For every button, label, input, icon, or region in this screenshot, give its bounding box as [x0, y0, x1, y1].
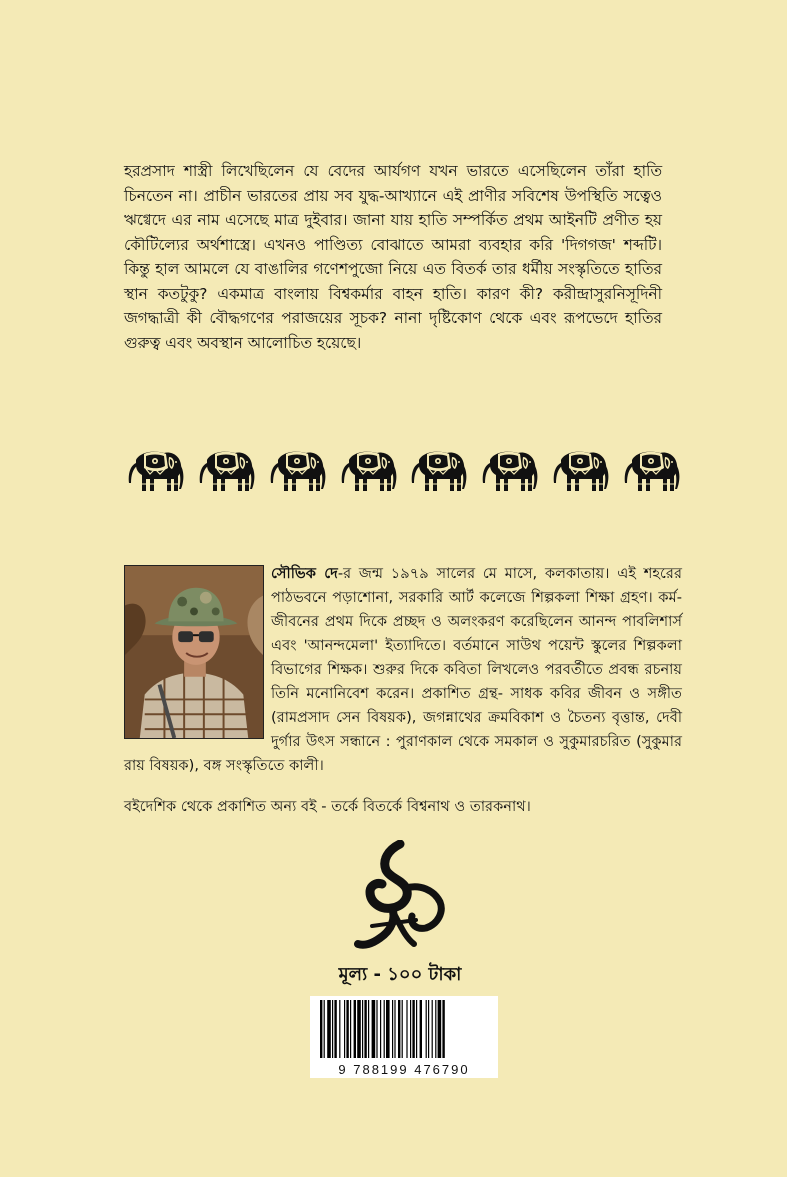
barcode-bar [432, 1000, 433, 1058]
price-label: মূল্য - ১০০ টাকা [338, 964, 462, 985]
elephant-ornament-row [124, 448, 680, 494]
barcode-bar [442, 1000, 444, 1058]
elephant-icon [549, 448, 609, 494]
barcode-bar [357, 1000, 361, 1058]
barcode-bar [402, 1000, 403, 1058]
elephant-icon [620, 448, 680, 494]
barcode-bar [364, 1000, 366, 1058]
barcode-bar [339, 1000, 340, 1058]
barcode-bar [380, 1000, 381, 1058]
barcode-bar [398, 1000, 400, 1058]
barcode-bar [392, 1000, 393, 1058]
barcode-bar [426, 1000, 427, 1058]
author-bio [124, 562, 682, 778]
barcode-bar [368, 1000, 369, 1058]
other-books-note: বইদেশিক থেকে প্রকাশিত অন্য বই - তর্কে বিতর্কে বিশ্বনাথ ও তারকনাথ। [124, 798, 531, 815]
barcode-bar [332, 1000, 333, 1058]
barcode-bar [412, 1000, 414, 1058]
barcode-bar [346, 1000, 348, 1058]
barcode-bar [350, 1000, 351, 1058]
barcode-bar [438, 1000, 442, 1058]
elephant-icon [266, 448, 326, 494]
barcode-bar [354, 1000, 356, 1058]
barcode-bar [320, 1000, 322, 1058]
author-name: সৌভিক দে [271, 565, 338, 582]
elephant-icon [124, 448, 184, 494]
photo-spacer [124, 562, 271, 742]
author-bio-text: -র জন্ম ১৯৭৯ সালের মে মাসে, কলকাতায়। এই শহরের পাঠভবনে পড়াশোনা, সরকারি আর্ট কলেজে শিল্পকলা শিক্ষা গ্রহণ। কর্ম-জীবনের প্রথম দিকে প্রচ্ছদ ও অলংকরণ করেছিলেন আনন্দ পাবলিশার্স এবং 'আনন্দমেলা' ইত্যাদিতে। বর্তমানে সাউথ পয়েন্ট স্কুলের শিল্পকলা বিভাগের শিক্ষক। শুরুর দিকে কবিতা লিখলেও পরবর্তীতে প্রবন্ধ রচনায় তিনি মনোনিবেশ করেন। প্রকাশিত গ্রন্থ- সাধক কবির জীবন ও সঙ্গীত (রামপ্রসাদ সেন বিষয়ক), জগন্নাথের ক্রমবিকাশ ও চৈতন্য বৃত্তান্ত, দেবী দুর্গার উৎস সন্ধানে : পুরাণকাল থেকে সমকাল ও সুকুমারচরিত (সুকুমার রায় বিষয়ক), বঙ্গ সংস্কৃতিতে কালী। [124, 565, 682, 774]
barcode-bar [410, 1000, 411, 1058]
elephant-icon [337, 448, 397, 494]
barcode-bar [324, 1000, 325, 1058]
barcode-bar [428, 1000, 429, 1058]
isbn-number: 9 788199 476790 [338, 1062, 470, 1077]
barcode-bar [416, 1000, 417, 1058]
barcode-bars [318, 1000, 490, 1060]
isbn-barcode [310, 996, 498, 1078]
barcode-bar [394, 1000, 395, 1058]
barcode-bar [384, 1000, 385, 1058]
barcode-bar [327, 1000, 331, 1058]
elephant-icon [478, 448, 538, 494]
barcode-bar [372, 1000, 376, 1058]
barcode-bar [435, 1000, 436, 1058]
barcode-bar [386, 1000, 390, 1058]
back-cover-blurb: হরপ্রসাদ শাস্ত্রী লিখেছিলেন যে বেদের আর্যগণ যখন ভারতে এসেছিলেন তাঁরা হাতি চিনতেন না। প্রাচীন ভারতের প্রায় সব যুদ্ধ-আখ্যানে এই প্রাণীর সবিশেষ উপস্থিতি সত্বেও ঋগ্বেদে এর নাম এসেছে মাত্র দুইবার। জানা যায় হাতি সম্পর্কিত প্রথম আইনটি প্রণীত হয় কৌটিল্যের অর্থশাস্ত্রে। এখনও পাণ্ডিত্য বোঝাতে আমরা ব্যবহার করি 'দিগগজ' শব্দটি। কিন্তু হাল আমলে যে বাঙালির গণেশপুজো নিয়ে এত বিতর্ক তার ধর্মীয় সংস্কৃতিতে হাতির স্থান কতটুকু? একমাত্র বাংলায় বিশ্বকর্মার বাহন হাতি। কারণ কী? করীন্দ্রাসুরনিসূদিনী জগদ্ধাত্রী কী বৌদ্ধগণের পরাজয়ের সূচক? নানা দৃষ্টিকোণ থেকে এবং রূপভেদে হাতির গুরুত্ব এবং অবস্থান আলোচিত হয়েছে। [124, 162, 662, 352]
elephant-icon [195, 448, 255, 494]
barcode-bar [344, 1000, 345, 1058]
barcode-bar [362, 1000, 363, 1058]
publisher-logo-icon [330, 840, 450, 952]
elephant-icon [407, 448, 467, 494]
barcode-bar [406, 1000, 407, 1058]
barcode-bar [376, 1000, 377, 1058]
barcode-bar [420, 1000, 422, 1058]
barcode-bar [334, 1000, 336, 1058]
